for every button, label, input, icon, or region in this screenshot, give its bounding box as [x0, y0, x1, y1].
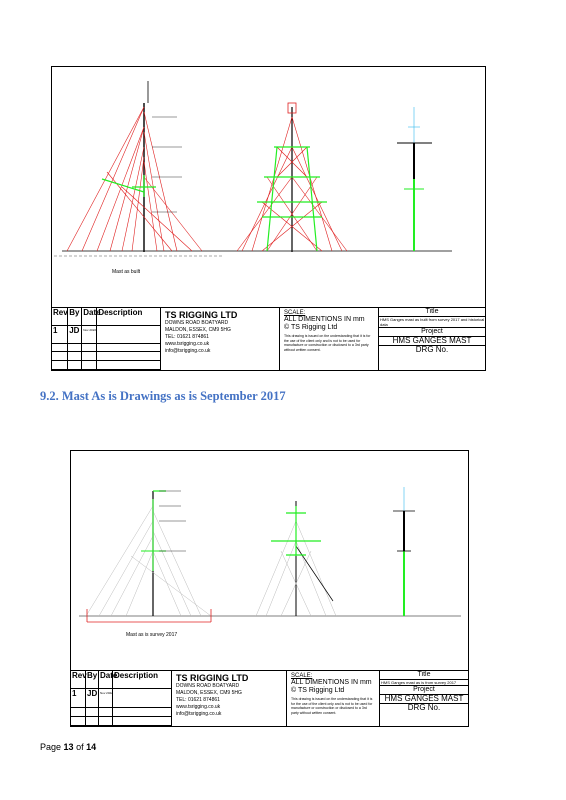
by-cell: JD — [68, 326, 82, 344]
title-block — [52, 307, 485, 370]
rev-header: Rev — [52, 308, 68, 326]
rev-header: Rev — [71, 671, 86, 689]
page-number: 13 — [63, 742, 74, 752]
by-cell: JD — [86, 689, 99, 707]
company-address1: DOWNS ROAD BOATYARD — [176, 683, 240, 689]
drawing-mast-as-is — [70, 450, 469, 727]
drg-label: DRG No. — [407, 703, 441, 712]
usage-notice: This drawing is issued on the understanding that it is for the use of the client only and is not to be used for manufacture or construction or disclosed to a 3rd party without written consent. — [284, 334, 371, 352]
drawing-mast-as-built — [51, 66, 486, 371]
scale-label: SCALE: — [284, 310, 306, 316]
company-block — [161, 308, 280, 370]
description-cell — [113, 689, 171, 707]
mast-as-is-drawing — [71, 451, 468, 671]
company-name: TS RIGGING LTD — [176, 673, 249, 683]
company-block — [172, 671, 287, 726]
title-block — [71, 670, 468, 726]
by-header: By — [86, 671, 99, 689]
of-label: of — [76, 742, 84, 752]
date-cell: Nov 2022 — [99, 689, 113, 707]
description-header: Description — [97, 308, 160, 326]
copyright-note: © TS Rigging Ltd — [291, 687, 345, 694]
drawing-caption: Mast as built — [112, 269, 141, 275]
company-address2: MALDON, ESSEX, CM9 5HG — [176, 690, 242, 696]
drawing-caption: Mast as is survey 2017 — [126, 632, 178, 638]
date-header: Date — [82, 308, 97, 326]
section-heading: 9.2. Mast As is Drawings as is September 2017 — [40, 389, 286, 403]
company-web: www.tsrigging.co.uk — [176, 704, 221, 710]
project-value: HMS GANGES MAST — [379, 337, 485, 346]
by-header: By — [68, 308, 82, 326]
page-total: 14 — [86, 742, 97, 752]
dimensions-note: ALL DIMENTIONS IN mm — [284, 316, 365, 323]
date-header: Date — [99, 671, 113, 689]
rev-cell: 1 — [71, 689, 86, 707]
company-tel: TEL: 01621 874861 — [176, 697, 220, 703]
date-cell: Nov 2022 — [82, 326, 97, 344]
title-label: Title — [379, 308, 485, 317]
project-label: Project — [379, 328, 485, 337]
dimensions-note: ALL DIMENTIONS IN mm — [291, 679, 372, 686]
usage-notice: This drawing is issued on the understanding that it is for the use of the client only and is not to be used for manufacture or construction or disclosed to a 3rd party without written consent. — [291, 697, 373, 715]
scale-block — [287, 671, 380, 726]
revision-table — [52, 308, 161, 370]
company-email: info@tsrigging.co.uk — [176, 711, 222, 717]
page-label: Page — [40, 742, 62, 752]
title-box — [379, 308, 485, 370]
project-value: HMS GANGES MAST — [380, 695, 468, 704]
title-value: HMS Ganges mast as is from survey 2017 — [380, 680, 468, 686]
company-address1: DOWNS ROAD BOATYARD — [165, 320, 229, 326]
title-box — [380, 671, 468, 726]
scale-label: SCALE: — [291, 673, 313, 679]
company-name: TS RIGGING LTD — [165, 310, 238, 320]
description-cell — [97, 326, 160, 344]
rev-cell: 1 — [52, 326, 68, 344]
project-label: Project — [380, 686, 468, 695]
company-address2: MALDON, ESSEX, CM9 5HG — [165, 327, 231, 333]
scale-block — [280, 308, 379, 370]
company-email: info@tsrigging.co.uk — [165, 348, 211, 354]
copyright-note: © TS Rigging Ltd — [284, 324, 338, 331]
company-web: www.tsrigging.co.uk — [165, 341, 210, 347]
page-footer — [40, 742, 96, 752]
drg-label: DRG No. — [415, 345, 449, 354]
company-tel: TEL: 01621 874861 — [165, 334, 209, 340]
title-value: HMS Ganges mast as built from survey 2017 and historical data — [380, 317, 485, 327]
description-header: Description — [113, 671, 171, 689]
title-label: Title — [380, 671, 468, 680]
revision-table — [71, 671, 172, 726]
